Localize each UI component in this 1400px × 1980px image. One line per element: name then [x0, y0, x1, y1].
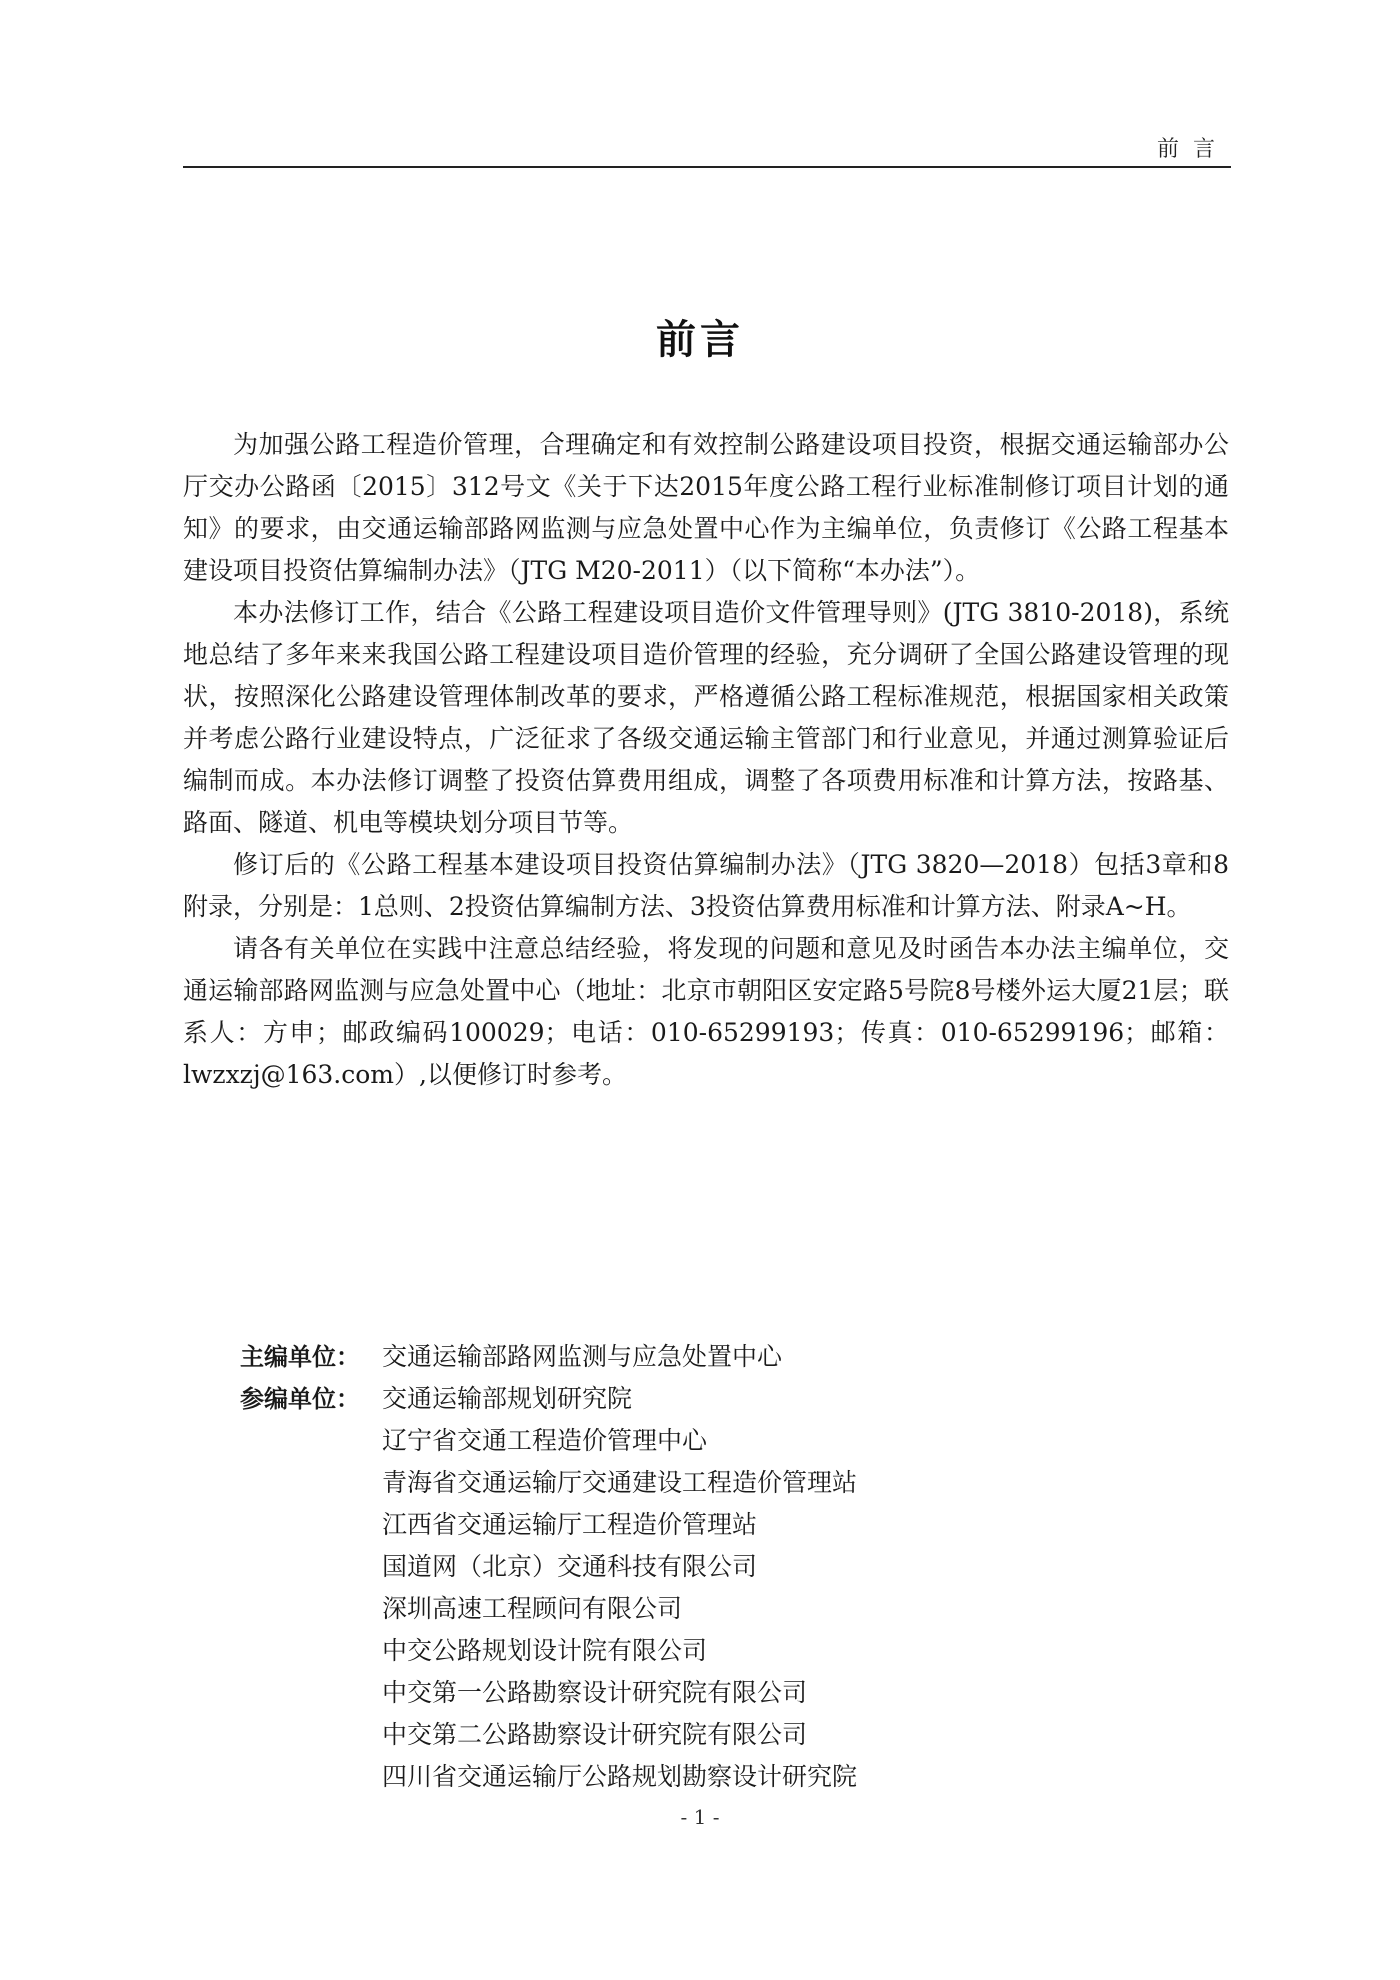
participating-editor-name: 江西省交通运输厅工程造价管理站 — [382, 1510, 758, 1539]
paragraph-4: 请各有关单位在实践中注意总结经验，将发现的问题和意见及时函告本办法主编单位，交通运输部路网监测与应急处置中心（地址：北京市朝阳区安定路5号院8号楼外运大厦21层；联系人：方申；邮政编码100029；电话：010-65299193；传真：010-65299196；邮箱：lwzxzj@163.com）,以便修订时参考。 — [183, 934, 1229, 1089]
participating-editors-label: 参编单位： — [240, 1385, 360, 1413]
participating-editors-list — [382, 1378, 857, 1798]
editors-section — [240, 1336, 1200, 1798]
participating-editor-name: 国道网（北京）交通科技有限公司 — [382, 1552, 758, 1581]
participating-editor-name: 辽宁省交通工程造价管理中心 — [382, 1426, 708, 1455]
participating-editor-name: 中交第一公路勘察设计研究院有限公司 — [382, 1678, 808, 1707]
participating-editor-name: 中交第二公路勘察设计研究院有限公司 — [382, 1720, 808, 1749]
participating-editor-name: 四川省交通运输厅公路规划勘察设计研究院 — [382, 1762, 858, 1791]
running-header — [183, 128, 1231, 168]
participating-editor-name: 交通运输部规划研究院 — [382, 1384, 633, 1413]
chief-editor-name: 交通运输部路网监测与应急处置中心 — [382, 1342, 783, 1371]
chief-editor-row — [240, 1336, 1200, 1378]
running-header-title: 前言 — [1156, 137, 1229, 162]
paragraph-1: 为加强公路工程造价管理，合理确定和有效控制公路建设项目投资，根据交通运输部办公厅交办公路函〔2015〕312号文《关于下达2015年度公路工程行业标准制修订项目计划的通知》的要求，由交通运输部路网监测与应急处置中心作为主编单位，负责修订《公路工程基本建设项目投资估算编制办法》（JTG M20-2011）（以下简称“本办法”）。 — [183, 430, 1229, 585]
page-title: 前言 — [656, 317, 744, 363]
participating-editor-name: 深圳高速工程顾问有限公司 — [382, 1594, 683, 1623]
chief-editor-list — [382, 1336, 782, 1378]
participating-editor-name: 中交公路规划设计院有限公司 — [382, 1636, 708, 1665]
page-number: - 1 - — [680, 1805, 720, 1829]
paragraph-3: 修订后的《公路工程基本建设项目投资估算编制办法》（JTG 3820—2018）包括3章和8附录，分别是：1总则、2投资估算编制方法、3投资估算费用标准和计算方法、附录A~H。 — [183, 850, 1229, 921]
participating-editors-row — [240, 1378, 1200, 1798]
paragraph-2: 本办法修订工作，结合《公路工程建设项目造价文件管理导则》(JTG 3810-2018)，系统地总结了多年来来我国公路工程建设项目造价管理的经验，充分调研了全国公路建设管理的现状，按照深化公路建设管理体制改革的要求，严格遵循公路工程标准规范，根据国家相关政策并考虑公路行业建设特点，广泛征求了各级交通运输主管部门和行业意见，并通过测算验证后编制而成。本办法修订调整了投资估算费用组成，调整了各项费用标准和计算方法，按路基、路面、隧道、机电等模块划分项目节等。 — [183, 598, 1229, 837]
preface-body — [183, 424, 1229, 1096]
participating-editor-name: 青海省交通运输厅交通建设工程造价管理站 — [382, 1468, 858, 1497]
chief-editor-label: 主编单位： — [240, 1343, 360, 1371]
